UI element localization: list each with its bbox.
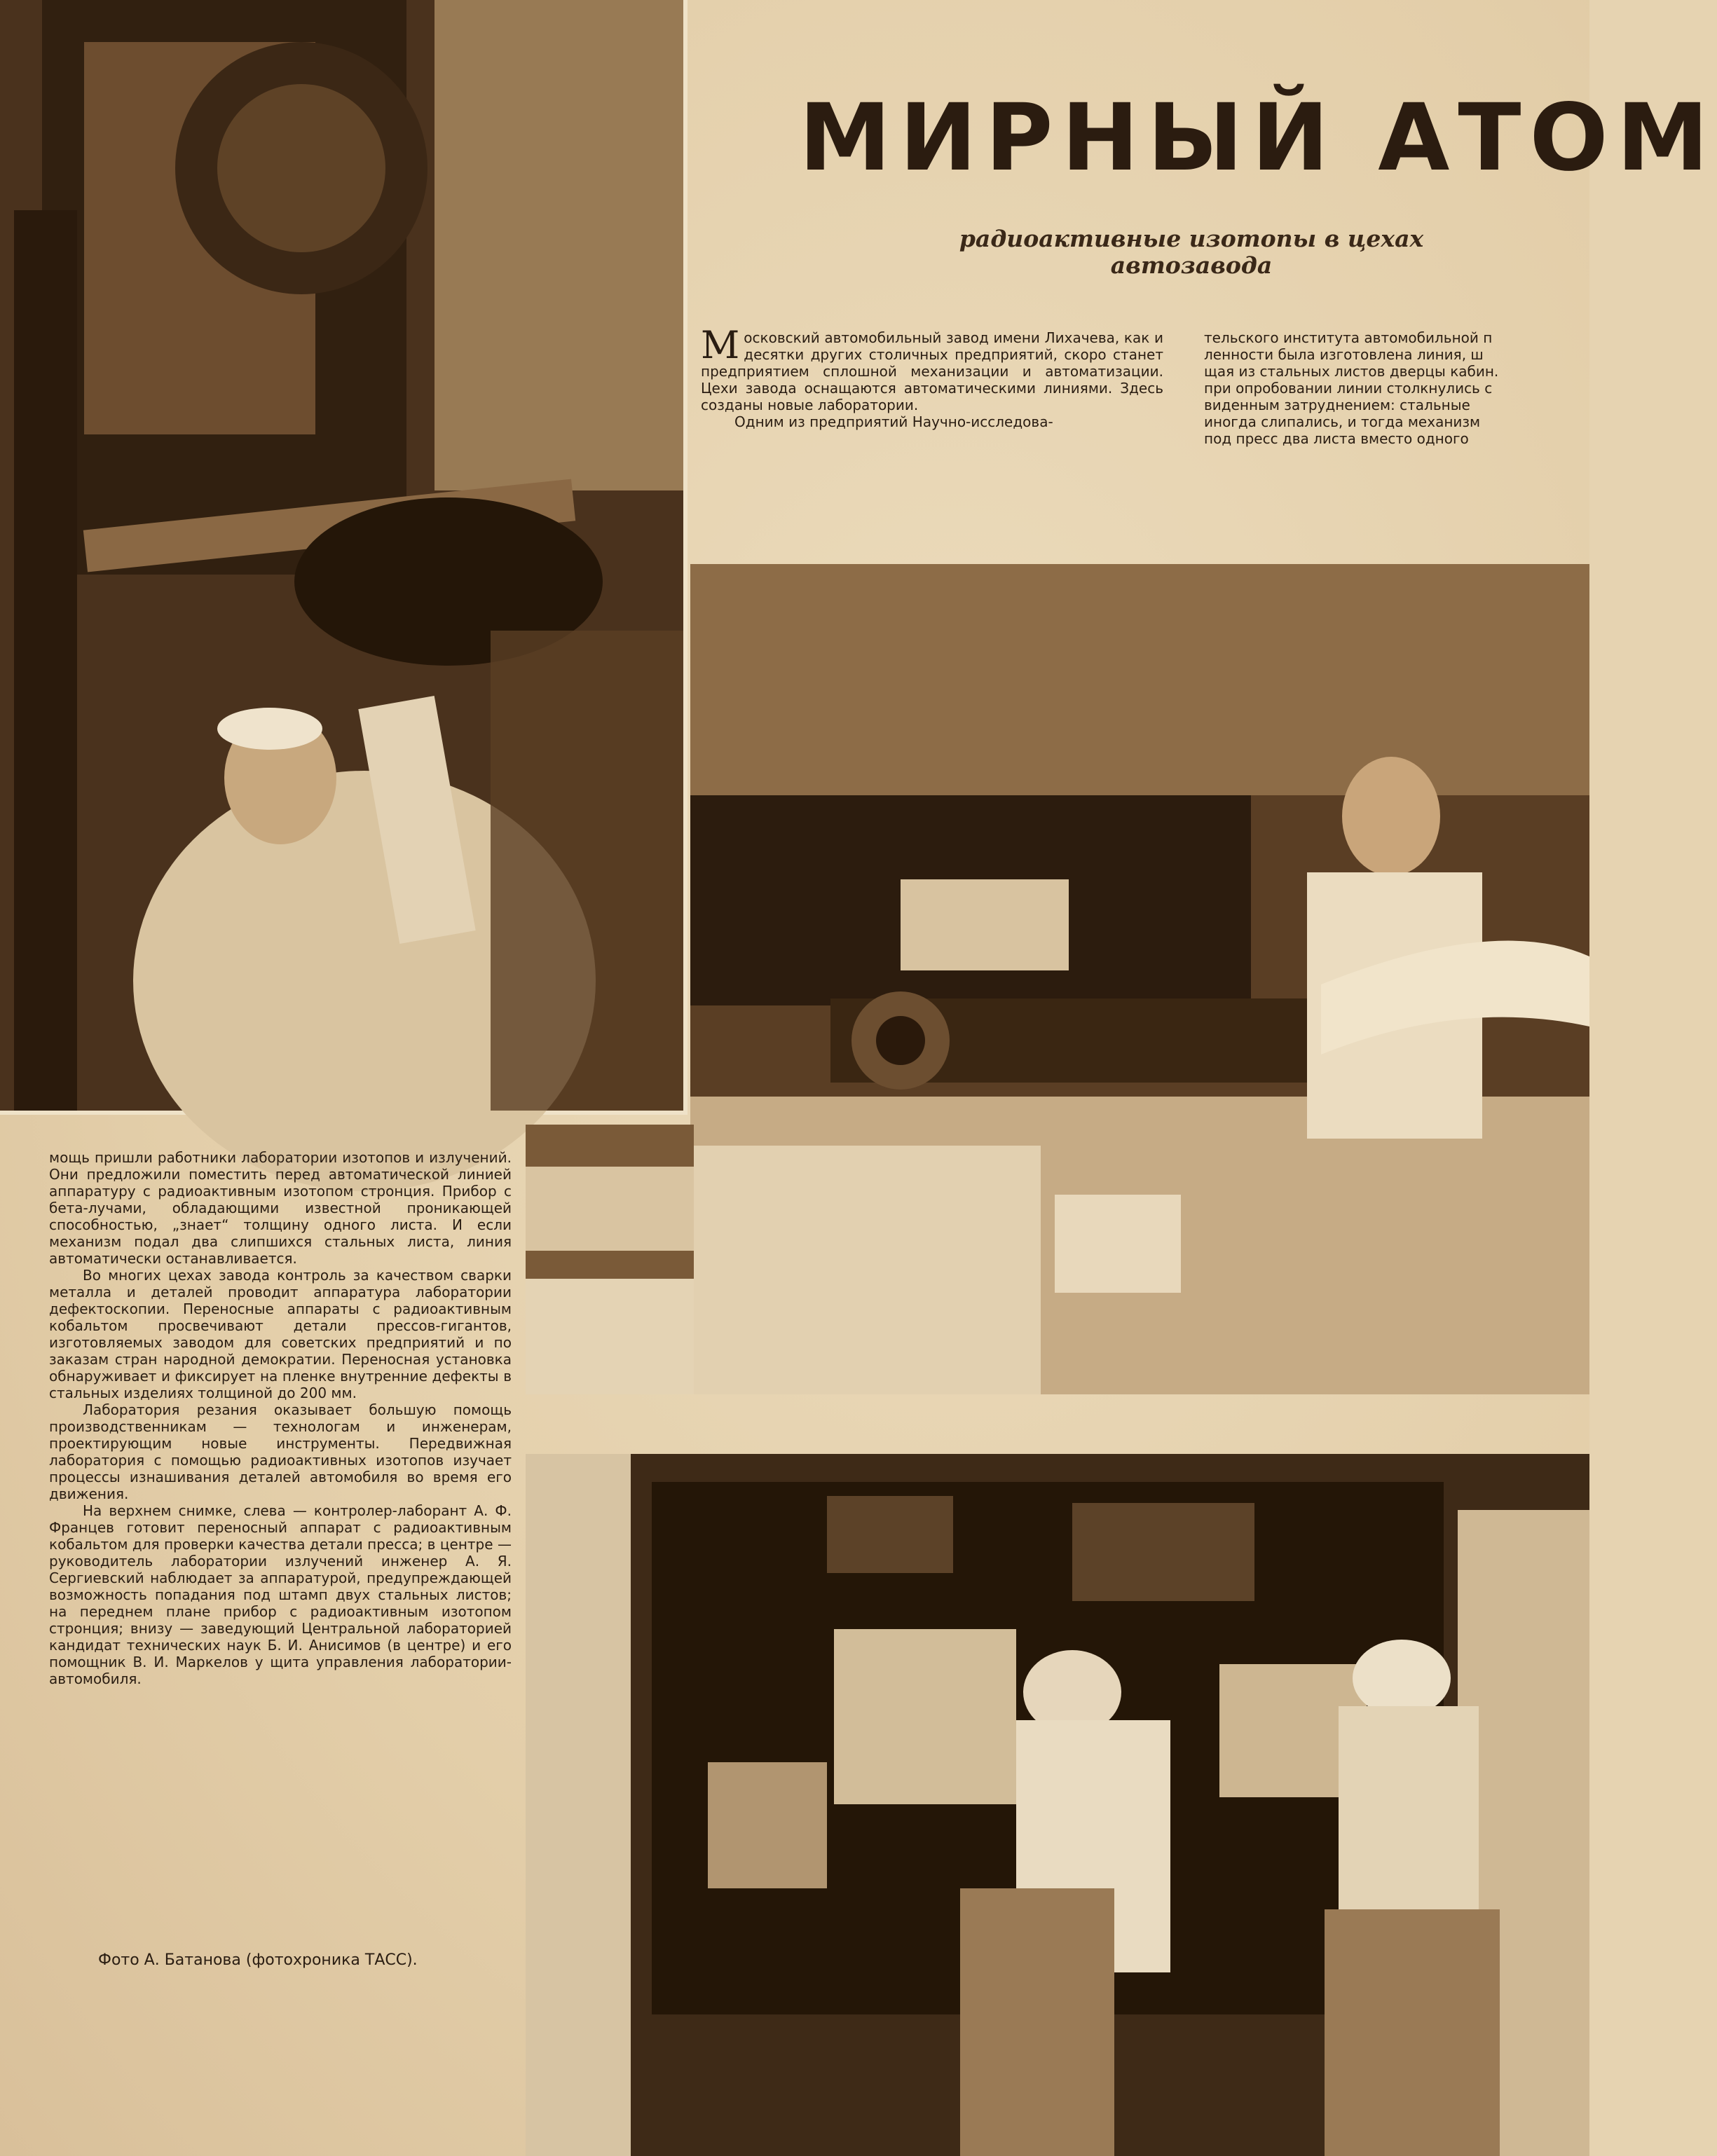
photo-engineer-at-line-extension <box>526 1125 694 1394</box>
body-paragraph-4: На верхнем снимке, слева — контролер-лаборант А. Ф. Францев готовит переносный аппарат с радиоактивным кобальтом для проверки качества детали пресса; в центре — руководитель лаборатории излучений инженер А. Я. Сергиевский наблюдает за аппаратурой, предупреждающей возможность попадания под штамп двух стальных листов; на переднем плане прибор с радиоактивным изотопом стронция; внизу — заведующий Центральной лабораторией кандидат технических наук Б. И. Анисимов (в центре) и его помощник В. И. Маркелов у щита управления лаборатории-автомобиля. <box>49 1502 512 1687</box>
body-paragraph-3: Лаборатория резания оказывает большую помощь производственникам — технологам и инженерам, проектирующим новые инструменты. Передвижная лаборатория с помощью радиоактивных изотопов изучает процессы изнашивания деталей автомобиля во время его движения. <box>49 1401 512 1502</box>
intro-col2-line: виденным затруднением: стальные <box>1204 397 1470 413</box>
intro-col2-line: под пресс два листа вместо одного <box>1204 430 1469 447</box>
intro-paragraph-1 <box>701 323 1163 413</box>
intro-column-2 <box>1204 329 1589 447</box>
article-subtitle <box>876 226 1507 279</box>
article-title: МИРНЫЙ АТОМ <box>799 84 1717 192</box>
body-paragraph-1: мощь пришли работники лаборатории изотопов и излучений. Они предложили поместить перед автоматической линией аппаратуру с радиоактивным изотопом стронция. Прибор с бета-лучами, обладающими известной проникающей способностью, „знает“ толщину одного листа. И если механизм подал два слипшихся стальных листа, линия автоматически останавливается. <box>49 1149 512 1267</box>
intro-col2-line: щая из стальных листов дверцы кабин. <box>1204 363 1499 380</box>
photo-worker-at-press <box>0 0 688 1115</box>
intro-paragraph-2: Одним из предприятий Научно-исследова- <box>734 413 1053 430</box>
photo-engineer-at-line <box>690 564 1589 1394</box>
intro-col2-line: ленности была изготовлена линия, ш <box>1204 346 1484 363</box>
article-subtitle-line1: радиоактивные изотопы в цехах <box>959 225 1424 252</box>
intro-column-1 <box>701 323 1163 430</box>
body-paragraph-2: Во многих цехах завода контроль за качеством сварки металла и деталей проводит аппаратура лаборатории дефектоскопии. Переносные аппараты с радиоактивным кобальтом просвечивают детали прессов-гигантов, изготовляемых заводом для советских предприятий и по заказам стран народной демократии. Переносная установка обнаруживает и фиксирует на пленке внутренние дефекты в стальных изделиях толщиной до 200 мм. <box>49 1267 512 1401</box>
article-subtitle-line2: автозавода <box>1110 252 1273 279</box>
photo-credit: Фото А. Батанова (фотохроника ТАСС). <box>98 1951 418 1969</box>
intro-paragraph-1-text: осковский автомобильный завод имени Лихачева, как и десятки других столичных предприятий, скоро станет предприятием сплошной механизации и автоматизации. Цехи завода оснащаются автоматическими линиями. Здесь созданы новые лаборатории. <box>701 329 1163 413</box>
drop-cap: М <box>701 323 740 367</box>
intro-col2-line: тельского института автомобильной п <box>1204 329 1493 346</box>
intro-col2-line: иногда слипались, и тогда механизм <box>1204 413 1481 430</box>
photo-control-panel <box>526 1454 1589 2156</box>
body-column <box>49 1149 512 1687</box>
intro-col2-line: при опробовании линии столкнулись с <box>1204 380 1493 397</box>
